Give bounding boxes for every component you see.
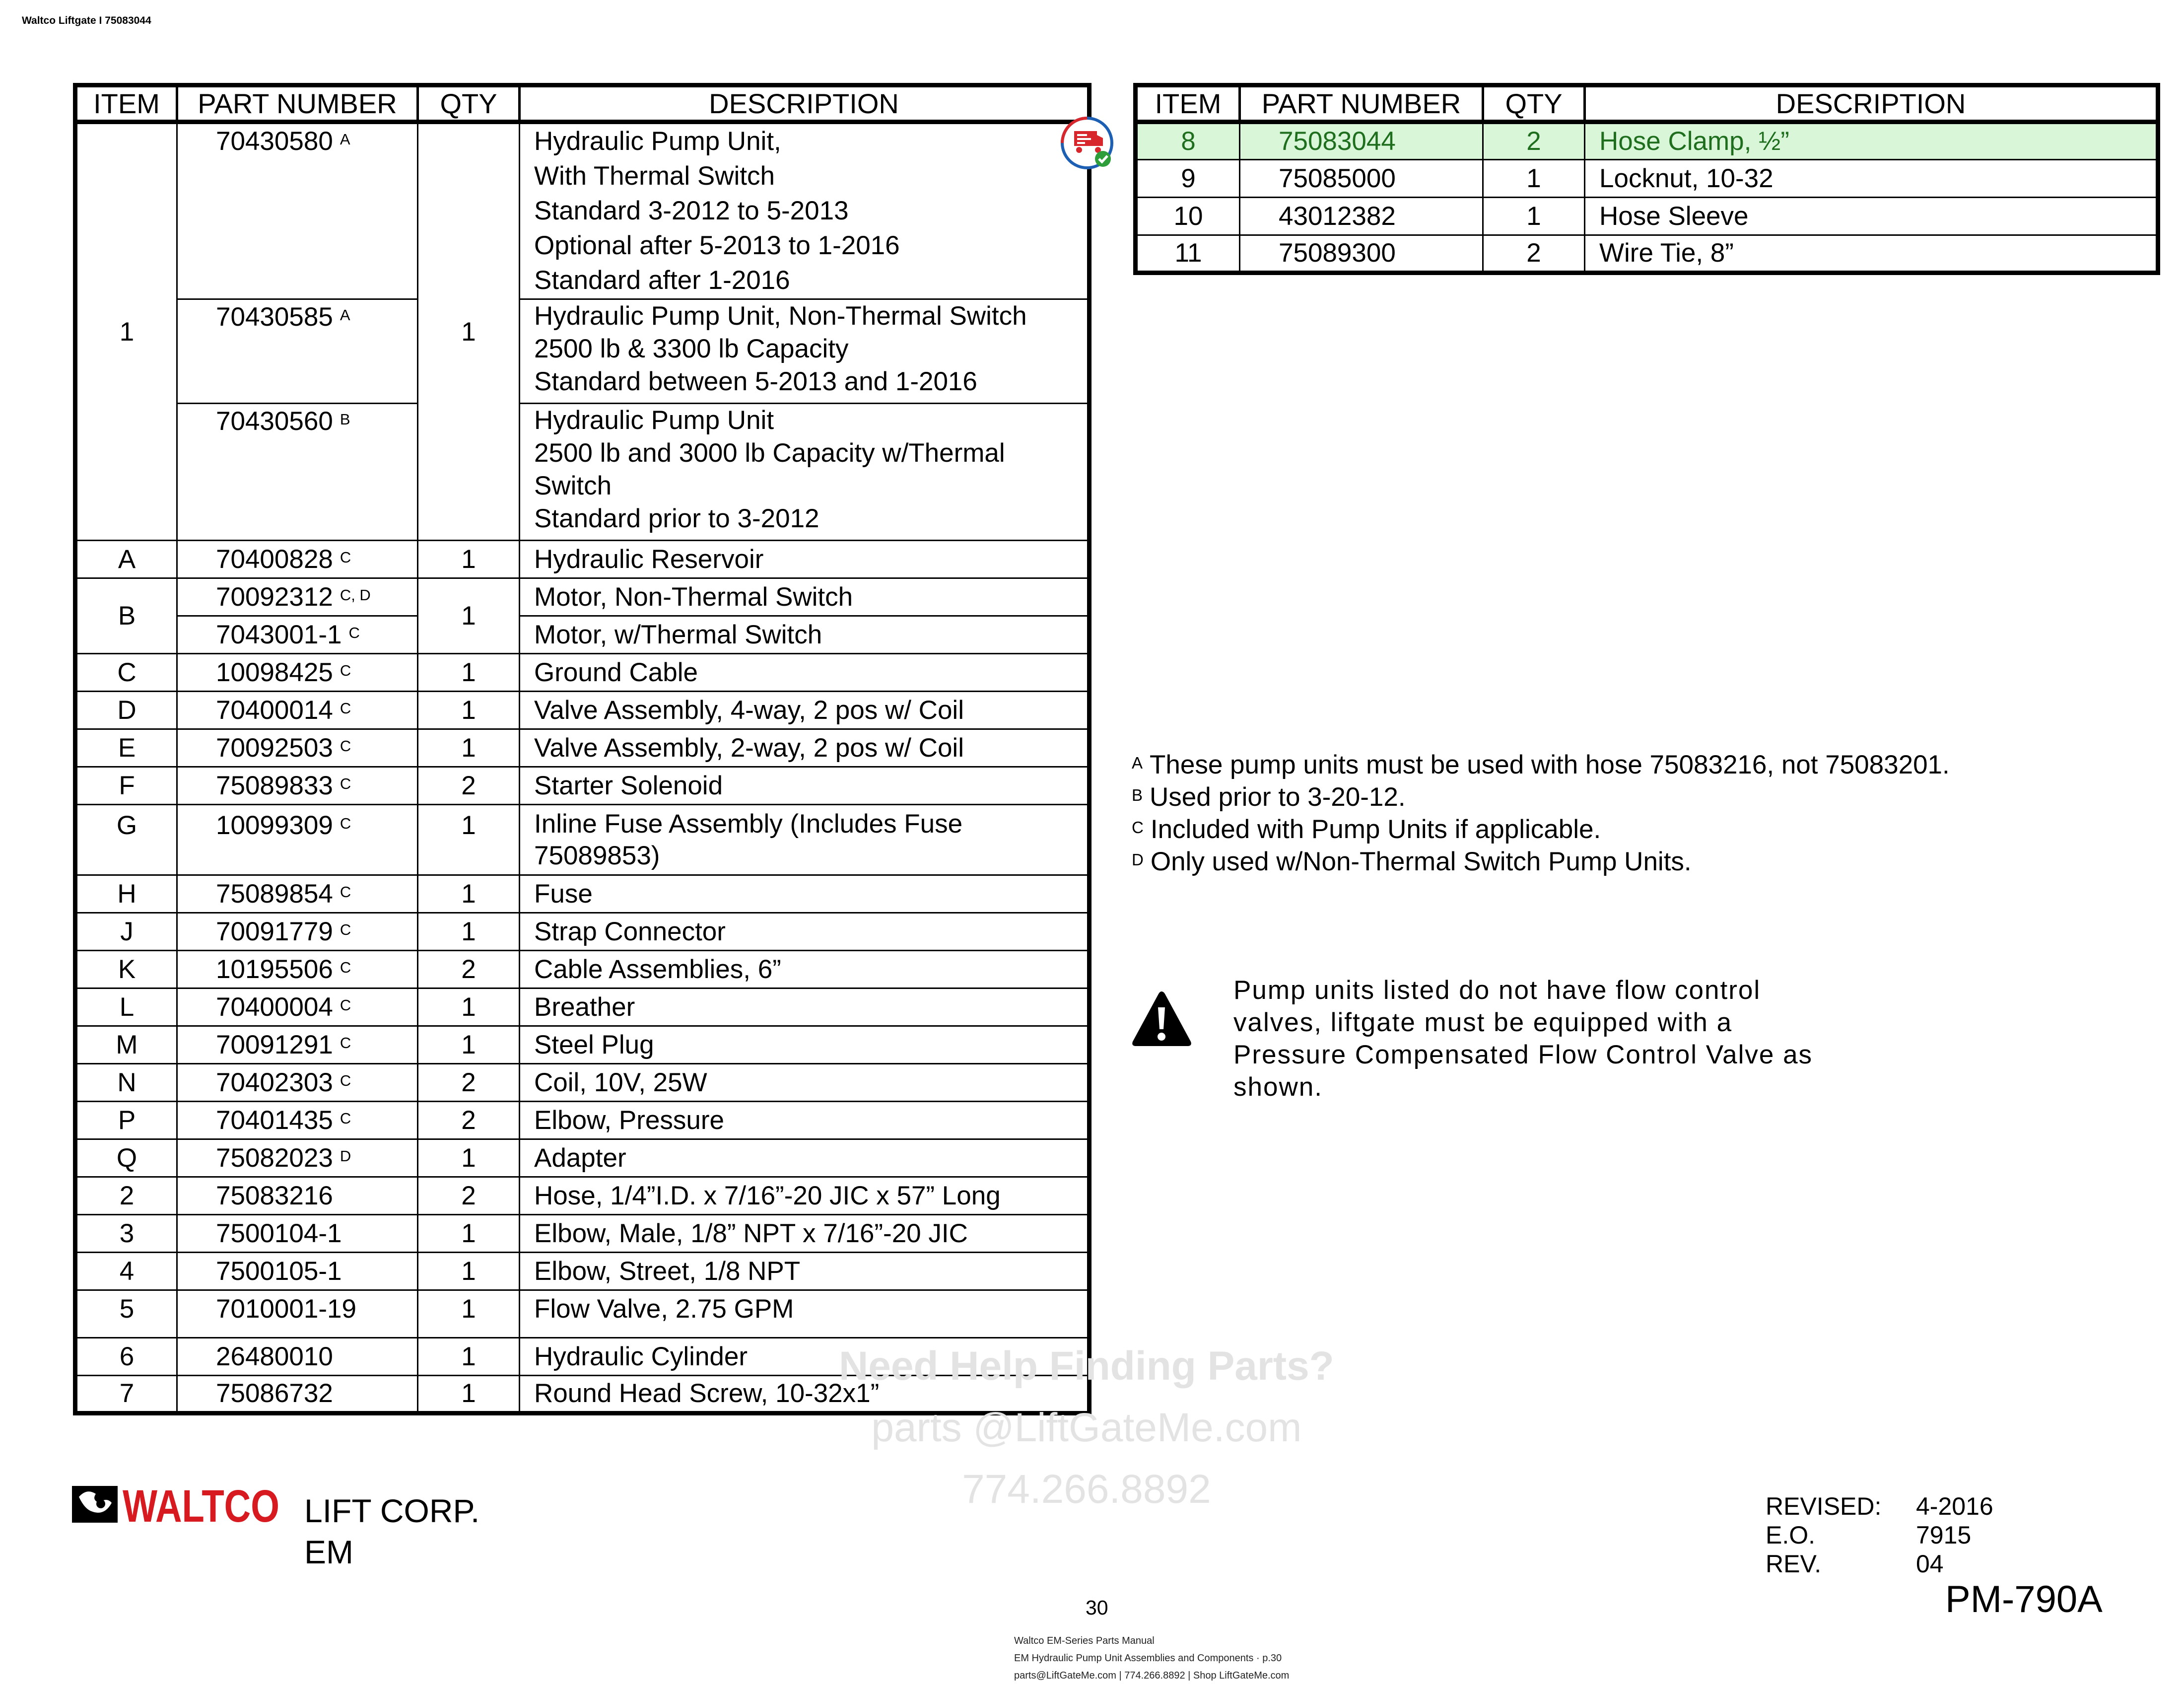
table-row	[75, 122, 1090, 299]
description-cell: Round Head Screw, 10-32x1”	[520, 1376, 1090, 1413]
description-cell	[520, 122, 1090, 299]
description-cell: Adapter	[520, 1139, 1090, 1177]
warning-line: shown.	[1233, 1072, 1323, 1102]
footnote-mark: A	[1132, 754, 1143, 772]
revised-value: 4-2016	[1916, 1492, 1993, 1520]
logo-text: WALTCO	[123, 1481, 279, 1532]
description-line: 2500 lb and 3000 lb Capacity w/Thermal	[534, 438, 1005, 468]
item-cell: B	[75, 578, 177, 654]
footnote-mark: C	[340, 1071, 351, 1089]
col-header-qty: QTY	[418, 85, 520, 122]
footer-line: EM Hydraulic Pump Unit Assemblies and Components · p.30	[1014, 1653, 1282, 1664]
table-row	[75, 404, 1090, 541]
item-cell: 7	[75, 1376, 177, 1413]
cart-icon	[1057, 113, 1118, 174]
watermark-line: 774.266.8892	[962, 1467, 1211, 1512]
description-line: Standard prior to 3-2012	[534, 504, 819, 533]
item-cell: 3	[75, 1215, 177, 1253]
part-number-cell	[177, 1064, 418, 1102]
part-number: 10098425	[216, 657, 333, 687]
part-number: 70092312	[216, 582, 333, 612]
part-number-cell	[177, 299, 418, 404]
footnote-mark: D	[1132, 850, 1144, 869]
footnote	[1132, 813, 1950, 845]
qty-cell: 1	[418, 805, 520, 875]
item-cell: M	[75, 1026, 177, 1064]
parts-table-left	[73, 83, 1092, 1415]
table-row-highlighted[interactable]	[1136, 122, 2158, 160]
part-number-cell: 43012382	[1240, 198, 1483, 235]
watermark-line: parts @LiftGateMe.com	[871, 1405, 1302, 1450]
description-line: Switch	[534, 471, 612, 500]
table-row	[75, 875, 1090, 913]
item-cell: 10	[1136, 198, 1240, 235]
part-number-cell: 75089300	[1240, 235, 1483, 273]
table-row	[75, 951, 1090, 988]
footnote-mark: C	[340, 737, 351, 755]
col-header-part-number: PART NUMBER	[1240, 85, 1483, 122]
qty-cell: 1	[418, 654, 520, 692]
description-cell: Starter Solenoid	[520, 767, 1090, 805]
part-number-cell	[177, 616, 418, 654]
part-number-cell	[177, 1215, 418, 1253]
item-cell: 1	[75, 122, 177, 541]
part-number: 7500104-1	[216, 1218, 342, 1248]
qty-cell: 1	[418, 913, 520, 951]
table-row	[1136, 235, 2158, 273]
footnotes	[1132, 749, 1950, 878]
qty-cell: 2	[418, 1177, 520, 1215]
part-number-cell	[177, 654, 418, 692]
part-number: 70400828	[216, 544, 333, 574]
document-code: PM-790A	[1945, 1578, 2103, 1620]
description-cell: Strap Connector	[520, 913, 1090, 951]
item-cell: 9	[1136, 160, 1240, 198]
part-number: 70430560	[216, 407, 333, 436]
eo-value: 7915	[1916, 1521, 1972, 1549]
description-cell	[520, 299, 1090, 404]
item-cell: K	[75, 951, 177, 988]
part-number-cell	[177, 1102, 418, 1139]
rev-value: 04	[1916, 1550, 1944, 1578]
footnote	[1132, 781, 1950, 813]
description-cell: Motor, w/Thermal Switch	[520, 616, 1090, 654]
parts-table-right	[1133, 83, 2160, 275]
item-cell: 4	[75, 1253, 177, 1290]
description-cell: Valve Assembly, 2-way, 2 pos w/ Coil	[520, 729, 1090, 767]
footnote-mark: C, D	[340, 586, 371, 604]
qty-cell: 1	[418, 692, 520, 729]
qty-cell: 1	[1483, 160, 1585, 198]
part-number: 70400014	[216, 695, 333, 725]
footnote-mark: C	[340, 883, 351, 901]
footnote-mark: C	[340, 1109, 351, 1127]
qty-cell: 1	[418, 122, 520, 541]
part-number-cell	[177, 1177, 418, 1215]
description-cell: Motor, Non-Thermal Switch	[520, 578, 1090, 616]
description-line: Optional after 5-2013 to 1-2016	[534, 231, 900, 260]
part-number-cell	[177, 541, 418, 578]
part-number-cell	[177, 875, 418, 913]
footnote-mark: C	[340, 996, 351, 1014]
qty-cell: 1	[1483, 198, 1585, 235]
item-cell: P	[75, 1102, 177, 1139]
description-cell: Breather	[520, 988, 1090, 1026]
part-number: 7043001-1	[216, 620, 342, 649]
watermark-line: Need Help Finding Parts?	[839, 1343, 1334, 1389]
description-line: Hydraulic Pump Unit,	[534, 127, 781, 156]
qty-cell: 1	[418, 1026, 520, 1064]
col-header-item: ITEM	[1136, 85, 1240, 122]
footnote-mark: C	[340, 774, 351, 792]
description-cell: Hose, 1/4”I.D. x 7/16”-20 JIC x 57” Long	[520, 1177, 1090, 1215]
part-number: 10195506	[216, 954, 333, 984]
part-number: 26480010	[216, 1341, 333, 1371]
qty-cell: 1	[418, 1376, 520, 1413]
description-cell: Wire Tie, 8”	[1585, 235, 2158, 273]
description-cell: Elbow, Male, 1/8” NPT x 7/16”-20 JIC	[520, 1215, 1090, 1253]
footnote-mark: C	[340, 958, 351, 976]
col-header-part-number: PART NUMBER	[177, 85, 418, 122]
description-cell: Elbow, Street, 1/8 NPT	[520, 1253, 1090, 1290]
footnote-text: Used prior to 3-20-12.	[1150, 782, 1406, 812]
part-number-cell	[177, 122, 418, 299]
table-row	[75, 1290, 1090, 1338]
description-cell: Hose Clamp, ½”	[1585, 122, 2158, 160]
page-number: 30	[1086, 1596, 1108, 1619]
part-number: 70401435	[216, 1105, 333, 1135]
item-cell: N	[75, 1064, 177, 1102]
table-row	[75, 1253, 1090, 1290]
part-number: 75082023	[216, 1143, 333, 1173]
item-cell: L	[75, 988, 177, 1026]
qty-cell: 1	[418, 875, 520, 913]
table-row	[75, 654, 1090, 692]
warning-line: Pump units listed do not have flow control	[1233, 976, 1761, 1005]
description-cell: Elbow, Pressure	[520, 1102, 1090, 1139]
page-footer	[1014, 1632, 1289, 1685]
part-number-cell: 75085000	[1240, 160, 1483, 198]
part-number-cell	[177, 988, 418, 1026]
item-cell: F	[75, 767, 177, 805]
revision-block	[1766, 1492, 1993, 1578]
part-number: 7500105-1	[216, 1256, 342, 1286]
footnote-mark: C	[340, 661, 351, 679]
qty-cell: 1	[418, 578, 520, 654]
description-cell: Cable Assemblies, 6”	[520, 951, 1090, 988]
footnote-mark: C	[348, 624, 360, 641]
description-cell: Fuse	[520, 875, 1090, 913]
footnote	[1132, 749, 1950, 781]
qty-cell: 1	[418, 1253, 520, 1290]
item-cell: G	[75, 805, 177, 875]
table-row	[1136, 160, 2158, 198]
part-number-cell	[177, 404, 418, 541]
eo-label: E.O.	[1766, 1521, 1816, 1549]
qty-cell: 1	[418, 988, 520, 1026]
table-row	[75, 1064, 1090, 1102]
qty-cell: 1	[418, 729, 520, 767]
qty-cell: 2	[418, 1064, 520, 1102]
part-number: 10099309	[216, 811, 333, 840]
watermark	[839, 1336, 1334, 1520]
description-line: Hydraulic Pump Unit, Non-Thermal Switch	[534, 301, 1027, 331]
table-row	[75, 913, 1090, 951]
part-number-cell	[177, 692, 418, 729]
table-row	[75, 729, 1090, 767]
part-number: 70091779	[216, 916, 333, 946]
col-header-description: DESCRIPTION	[520, 85, 1090, 122]
table-row	[75, 616, 1090, 654]
warning-line: valves, liftgate must be equipped with a	[1233, 1008, 1733, 1037]
part-number-cell	[177, 805, 418, 875]
table-row	[75, 578, 1090, 616]
item-cell: H	[75, 875, 177, 913]
table-row	[75, 1139, 1090, 1177]
qty-cell: 1	[418, 1139, 520, 1177]
item-cell: 5	[75, 1290, 177, 1338]
description-line: Standard 3-2012 to 5-2013	[534, 196, 849, 225]
part-number-cell	[177, 1253, 418, 1290]
part-number: 70400004	[216, 992, 333, 1022]
part-number-cell	[177, 729, 418, 767]
qty-cell: 1	[418, 1338, 520, 1376]
part-number: 70430580	[216, 127, 333, 156]
footnote-text: Included with Pump Units if applicable.	[1150, 815, 1601, 844]
table-row	[75, 692, 1090, 729]
footnote-mark: C	[340, 699, 351, 717]
qty-cell: 2	[418, 1102, 520, 1139]
rev-label: REV.	[1766, 1550, 1822, 1578]
footnote-mark: C	[340, 1034, 351, 1052]
table-row	[1136, 198, 2158, 235]
description-cell: Hydraulic Reservoir	[520, 541, 1090, 578]
table-row	[75, 299, 1090, 404]
col-header-description: DESCRIPTION	[1585, 85, 2158, 122]
item-cell: Q	[75, 1139, 177, 1177]
qty-cell: 2	[1483, 122, 1585, 160]
part-number-cell	[177, 1338, 418, 1376]
revised-label: REVISED:	[1766, 1492, 1882, 1520]
item-cell: 8	[1136, 122, 1240, 160]
footnote-mark: C	[1132, 818, 1144, 837]
table-row	[75, 767, 1090, 805]
part-number-cell	[177, 767, 418, 805]
footer-line: parts@LiftGateMe.com | 774.266.8892 | Shop LiftGateMe.com	[1014, 1670, 1290, 1681]
part-number-cell	[177, 1139, 418, 1177]
footnote-mark: C	[340, 548, 351, 566]
description-line: Inline Fuse Assembly (Includes Fuse	[534, 809, 963, 839]
footnote-mark: B	[340, 411, 350, 428]
item-cell: 2	[75, 1177, 177, 1215]
table-row	[75, 1215, 1090, 1253]
part-number: 75089833	[216, 771, 333, 800]
table-header-row	[1136, 85, 2158, 122]
brand-line-1: LIFT CORP.	[304, 1492, 480, 1529]
description-line: 75089853)	[534, 841, 660, 870]
description-cell: Coil, 10V, 25W	[520, 1064, 1090, 1102]
table-row	[75, 988, 1090, 1026]
footnote-mark: C	[340, 920, 351, 938]
table-row	[75, 1177, 1090, 1215]
item-cell: C	[75, 654, 177, 692]
description-cell: Locknut, 10-32	[1585, 160, 2158, 198]
description-cell: Valve Assembly, 4-way, 2 pos w/ Coil	[520, 692, 1090, 729]
part-number: 75086732	[216, 1379, 333, 1408]
footnote-text: Only used w/Non-Thermal Switch Pump Units.	[1150, 847, 1692, 876]
part-number: 75089854	[216, 879, 333, 909]
qty-cell: 2	[418, 767, 520, 805]
footer-line: Waltco EM-Series Parts Manual	[1014, 1635, 1155, 1646]
item-cell: 6	[75, 1338, 177, 1376]
brand-line-2: EM	[304, 1534, 353, 1570]
footnote-mark: D	[340, 1147, 351, 1165]
footnote-mark: C	[340, 815, 351, 832]
item-cell: D	[75, 692, 177, 729]
table-header-row	[75, 85, 1090, 122]
col-header-item: ITEM	[75, 85, 177, 122]
footnote-mark: B	[1132, 786, 1143, 804]
part-number: 70092503	[216, 733, 333, 763]
part-number-cell: 75083044	[1240, 122, 1483, 160]
description-cell	[520, 805, 1090, 875]
col-header-qty: QTY	[1483, 85, 1585, 122]
table-row	[75, 805, 1090, 875]
qty-cell: 1	[418, 541, 520, 578]
description-cell: Steel Plug	[520, 1026, 1090, 1064]
description-line: Standard between 5-2013 and 1-2016	[534, 367, 977, 396]
description-line: Standard after 1-2016	[534, 266, 790, 295]
description-line: Hydraulic Pump Unit	[534, 406, 774, 435]
part-number: 70402303	[216, 1067, 333, 1097]
cart-check-badge[interactable]	[1057, 113, 1118, 174]
table-row	[75, 541, 1090, 578]
part-number: 70091291	[216, 1030, 333, 1059]
footnote-mark: A	[340, 131, 350, 148]
description-cell	[520, 404, 1090, 541]
qty-cell: 2	[1483, 235, 1585, 273]
part-number-cell	[177, 951, 418, 988]
description-cell: Hose Sleeve	[1585, 198, 2158, 235]
description-cell: Ground Cable	[520, 654, 1090, 692]
item-cell: E	[75, 729, 177, 767]
description-cell: Hydraulic Cylinder	[520, 1338, 1090, 1376]
footnote	[1132, 845, 1950, 878]
part-number: 7010001-19	[216, 1294, 356, 1324]
part-number-cell	[177, 913, 418, 951]
item-cell: A	[75, 541, 177, 578]
part-number-cell	[177, 578, 418, 616]
part-number-cell	[177, 1026, 418, 1064]
item-cell: 11	[1136, 235, 1240, 273]
footnote-text: These pump units must be used with hose 75083216, not 75083201.	[1150, 750, 1950, 779]
warning-text	[1233, 974, 1879, 1103]
footnote-mark: A	[340, 306, 350, 324]
header-note: Waltco Liftgate I 75083044	[22, 15, 151, 26]
table-row	[75, 1102, 1090, 1139]
qty-cell: 2	[418, 951, 520, 988]
description-cell: Flow Valve, 2.75 GPM	[520, 1290, 1090, 1338]
description-line: With Thermal Switch	[534, 161, 775, 191]
part-number: 75083216	[216, 1181, 333, 1210]
table-row	[75, 1026, 1090, 1064]
waltco-logo	[72, 1477, 280, 1531]
description-line: 2500 lb & 3300 lb Capacity	[534, 334, 849, 363]
part-number-cell	[177, 1376, 418, 1413]
warning-line: Pressure Compensated Flow Control Valve as	[1233, 1040, 1813, 1069]
qty-cell: 1	[418, 1290, 520, 1338]
part-number: 70430585	[216, 302, 333, 332]
warning-triangle-icon	[1131, 989, 1193, 1048]
item-cell: J	[75, 913, 177, 951]
qty-cell: 1	[418, 1215, 520, 1253]
part-number-cell	[177, 1290, 418, 1338]
